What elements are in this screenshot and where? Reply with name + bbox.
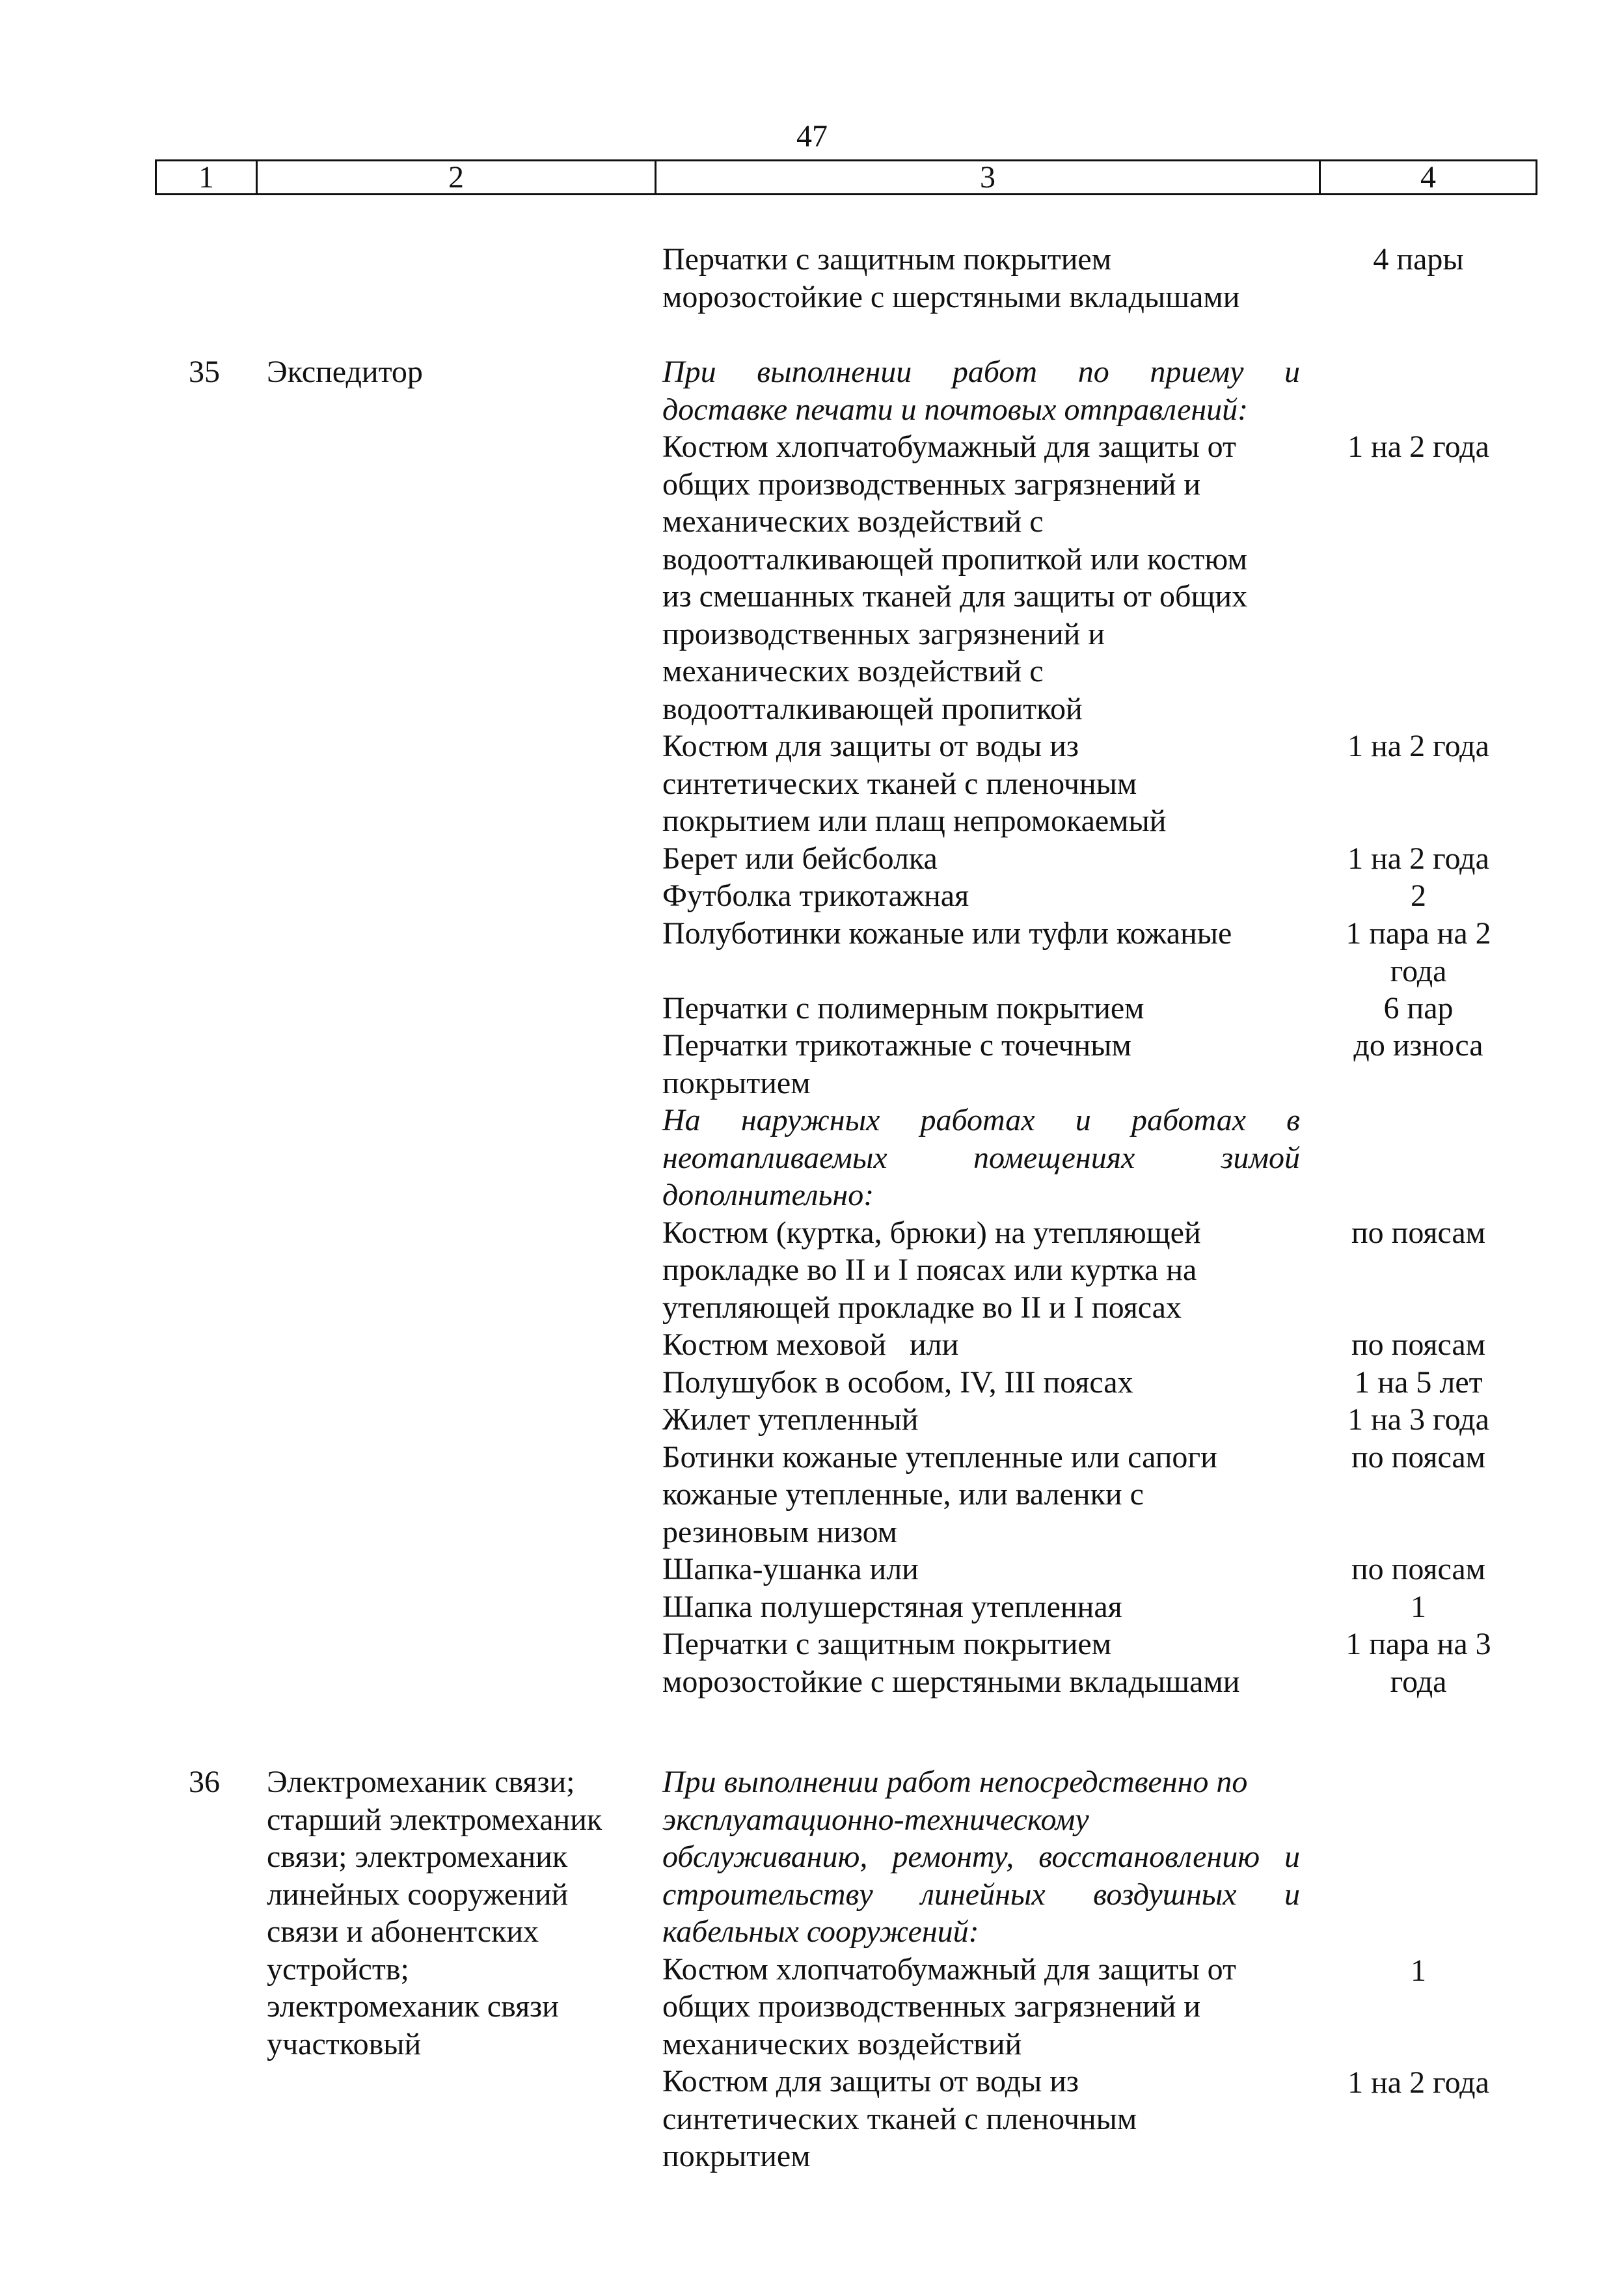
item-line: общих производственных загрязнений и	[662, 467, 1201, 502]
qty-line: 1 пара на 2	[1346, 916, 1491, 951]
item-line: Костюм для защиты от воды из	[662, 729, 1079, 763]
qty: 6 пар	[1383, 991, 1454, 1026]
item-line: Полушубок в особом, IV, III поясах	[662, 1365, 1133, 1400]
row-36-occupation	[267, 1763, 602, 2063]
row-35-occupation: Экспедитор	[267, 355, 423, 389]
qty: до износа	[1353, 1028, 1483, 1063]
item-line: механических воздействий с	[662, 654, 1044, 688]
text-line: устройств;	[267, 1951, 409, 1987]
item-line: покрытием или плащ непромокаемый	[662, 804, 1167, 838]
item-line: покрытием	[662, 1065, 811, 1100]
header-col-3: 3	[656, 161, 1320, 195]
item-line: резиновым низом	[662, 1514, 898, 1549]
item-line: Футболка трикотажная	[662, 878, 969, 913]
item-line: Перчатки трикотажные с точечным	[662, 1028, 1131, 1063]
item-line: Костюм хлопчатобумажный для защиты от	[662, 1951, 1236, 1987]
qty: по поясам	[1351, 1327, 1486, 1362]
item-line: кожаные утепленные, или валенки с	[662, 1477, 1144, 1512]
text-line: Электромеханик связи;	[267, 1765, 575, 1799]
qty: 1 на 5 лет	[1354, 1365, 1483, 1400]
qty	[1321, 1625, 1516, 1700]
item-line: Берет или бейсболка	[662, 841, 938, 876]
header-col-4: 4	[1320, 161, 1537, 195]
item-line: Шапка полушерстяная утепленная	[662, 1589, 1122, 1624]
text-line: Перчатки с защитным покрытием	[662, 242, 1112, 277]
qty: по поясам	[1351, 1552, 1486, 1586]
qty: 1 на 3 года	[1347, 1402, 1489, 1437]
text-line: старший электромеханик	[267, 1802, 602, 1837]
row-35-description	[662, 353, 1300, 1700]
item-line: Жилет утепленный	[662, 1402, 919, 1437]
continued-item-qty: 4 пары	[1373, 242, 1464, 277]
section-heading: обслуживанию, ремонту, восстановлению и	[662, 1840, 1300, 1874]
item-line: утепляющей прокладке во II и I поясах	[662, 1290, 1182, 1325]
qty-line: 1 пара на 3	[1346, 1627, 1491, 1661]
qty: 1 на 2 года	[1347, 429, 1489, 464]
qty: 1 на 2 года	[1347, 2065, 1489, 2100]
item-line: синтетических тканей с пленочным	[662, 2101, 1137, 2136]
text-line: линейных сооружений	[267, 1877, 569, 1912]
qty-line: года	[1390, 953, 1447, 988]
qty: по поясам	[1351, 1216, 1486, 1250]
header-col-2: 2	[257, 161, 656, 195]
item-line: механических воздействий с	[662, 504, 1044, 539]
row-35-number: 35	[189, 355, 220, 389]
section-heading: На наружных работах и работах в	[662, 1103, 1300, 1137]
qty: 1 на 2 года	[1347, 729, 1489, 763]
item-line: морозостойкие с шерстяными вкладышами	[662, 1664, 1240, 1699]
item-line: Шапка-ушанка или	[662, 1552, 919, 1586]
text-line: связи; электромеханик	[267, 1840, 568, 1874]
item-line: Полуботинки кожаные или туфли кожаные	[662, 916, 1232, 951]
row-36-number: 36	[189, 1765, 220, 1799]
item-line: Костюм (куртка, брюки) на утепляющей	[662, 1215, 1201, 1250]
section-heading: неотапливаемых помещениях зимой	[662, 1140, 1300, 1175]
qty: 1	[1411, 1953, 1426, 1988]
qty: 1 на 2 года	[1347, 841, 1489, 876]
text-line: участковый	[267, 2026, 422, 2061]
item-line: прокладке во II и I поясах или куртка на	[662, 1253, 1197, 1287]
section-heading: При выполнении работ непосредственно по	[662, 1765, 1248, 1799]
item-line: Ботинки кожаные утепленные или сапоги	[662, 1439, 1217, 1474]
item-line: Костюм для защиты от воды из	[662, 2064, 1079, 2099]
item-line: Костюм меховой или	[662, 1327, 959, 1362]
item-line: механических воздействий	[662, 2026, 1022, 2061]
section-heading: доставке печати и почтовых отправлений:	[662, 392, 1249, 427]
section-heading: При выполнении работ по приему и	[662, 355, 1300, 389]
item-line: Перчатки с полимерным покрытием	[662, 990, 1144, 1026]
item-line: Перчатки с защитным покрытием	[662, 1627, 1112, 1661]
text-line: связи и абонентских	[267, 1914, 539, 1949]
qty-line: года	[1390, 1664, 1447, 1699]
item-line: водоотталкивающей пропиткой или костюм	[662, 541, 1248, 577]
continued-item-desc	[662, 241, 1239, 316]
qty: по поясам	[1351, 1440, 1486, 1474]
section-heading: эксплуатационно-техническому	[662, 1802, 1089, 1837]
section-heading: кабельных сооружений:	[662, 1914, 979, 1949]
row-36-description	[662, 1763, 1300, 2175]
qty: 2	[1411, 878, 1426, 913]
qty	[1321, 915, 1516, 990]
page-number: 47	[796, 119, 828, 154]
item-line: Костюм хлопчатобумажный для защиты от	[662, 429, 1236, 464]
text-line: электромеханик связи	[267, 1989, 559, 2024]
spacer	[662, 952, 1300, 990]
header-col-1: 1	[156, 161, 257, 195]
item-line: водоотталкивающей пропиткой	[662, 691, 1083, 726]
item-line: производственных загрязнений и	[662, 616, 1105, 651]
item-line: синтетических тканей с пленочным	[662, 766, 1137, 801]
qty: 1	[1411, 1590, 1426, 1624]
column-header-row	[155, 159, 1537, 195]
section-heading: дополнительно:	[662, 1178, 874, 1212]
section-heading: строительству линейных воздушных и	[662, 1877, 1300, 1912]
item-line: общих производственных загрязнений и	[662, 1989, 1201, 2024]
item-line: покрытием	[662, 2139, 811, 2173]
text-line: морозостойкие с шерстяными вкладышами	[662, 279, 1240, 314]
item-line: из смешанных тканей для защиты от общих	[662, 579, 1248, 614]
